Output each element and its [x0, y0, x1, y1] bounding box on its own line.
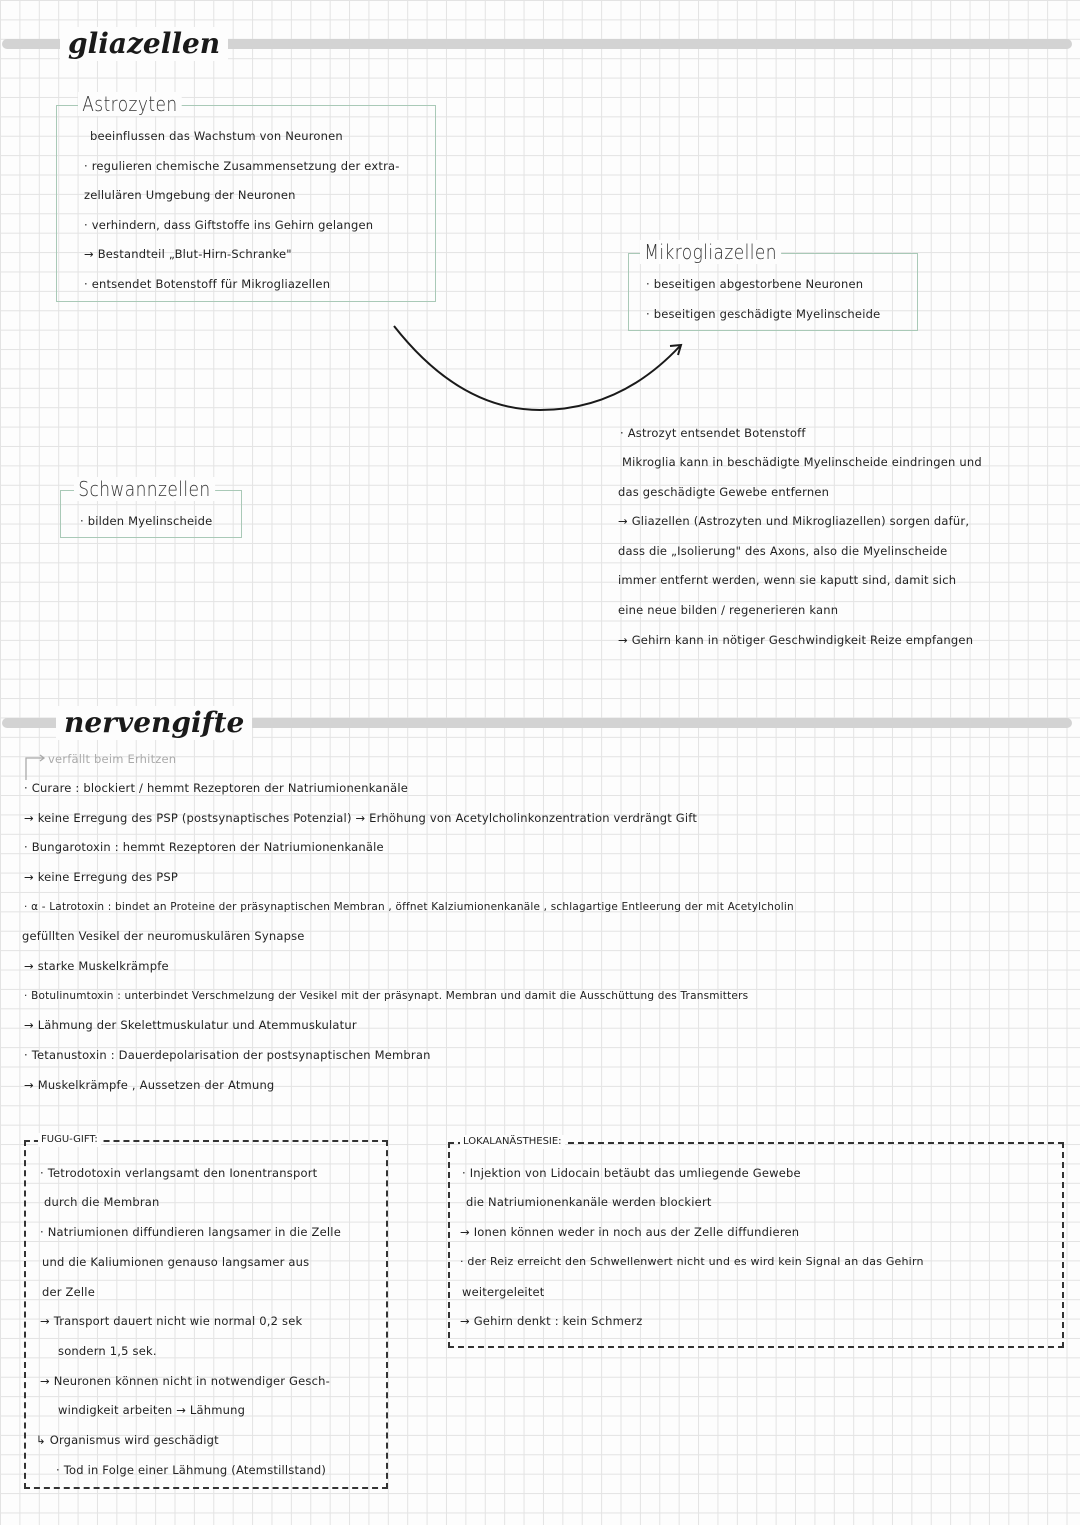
fugu-line: der Zelle [42, 1285, 95, 1299]
lokal-line: weitergeleitet [462, 1285, 545, 1299]
schwannzellen-line: · bilden Myelinscheide [80, 514, 213, 528]
glia-note-line: eine neue bilden / regenerieren kann [618, 603, 839, 617]
fugu-line: · Tod in Folge einer Lähmung (Atemstillstand) [56, 1463, 327, 1477]
heading-bar-right [190, 39, 1072, 49]
fugu-line: windigkeit arbeiten → Lähmung [58, 1403, 246, 1417]
nervengift-line: → keine Erregung des PSP (postsynaptisches Potenzial) → Erhöhung von Acetylcholinkonzentration verdrängt Gift [24, 811, 698, 825]
glia-note-line: immer entfernt werden, wenn sie kaputt sind, damit sich [618, 573, 957, 587]
fugu-line: → Neuronen können nicht in notwendiger Gesch- [40, 1374, 330, 1388]
nervengift-line: → Lähmung der Skelettmuskulatur und Atemmuskulatur [24, 1018, 357, 1032]
fugu-line: · Tetrodotoxin verlangsamt den Ionentransport [40, 1166, 318, 1180]
astrozyten-line: · verhindern, dass Giftstoffe ins Gehirn gelangen [84, 218, 374, 232]
glia-note-line: das geschädigte Gewebe entfernen [618, 485, 830, 499]
nervengift-line: · Curare : blockiert / hemmt Rezeptoren der Natriumionenkanäle [24, 781, 409, 795]
astrozyten-title: Astrozyten [78, 92, 182, 116]
lokal-line: → Ionen können weder in noch aus der Zelle diffundieren [460, 1225, 800, 1239]
section-heading-gliazellen: gliazellen [60, 27, 228, 61]
astrozyten-line: beeinflussen das Wachstum von Neuronen [90, 129, 343, 143]
astrozyten-line: · entsendet Botenstoff für Mikrogliazellen [84, 277, 331, 291]
glia-note-line: · Astrozyt entsendet Botenstoff [620, 426, 806, 440]
nervengift-line: → Muskelkrämpfe , Aussetzen der Atmung [24, 1078, 275, 1092]
faint-note: verfällt beim Erhitzen [48, 752, 177, 766]
mikroglia-line: · beseitigen abgestorbene Neuronen [646, 277, 864, 291]
glia-note-line: → Gehirn kann in nötiger Geschwindigkeit Reize empfangen [618, 633, 974, 647]
nervengift-line: · Bungarotoxin : hemmt Rezeptoren der Natriumionenkanäle [24, 840, 384, 854]
lokalanaesthesie-title: LOKALANÄSTHESIE: [460, 1135, 565, 1149]
fugu-gift-title: FUGU-GIFT: [38, 1133, 101, 1147]
lokal-line: · der Reiz erreicht den Schwellenwert nicht und es wird kein Signal an das Gehirn [460, 1255, 924, 1268]
fugu-line: und die Kaliumionen genauso langsamer aus [42, 1255, 310, 1269]
glia-note-line: Mikroglia kann in beschädigte Myelinscheide eindringen und [622, 455, 982, 469]
nervengift-line: gefüllten Vesikel der neuromuskulären Synapse [22, 929, 305, 943]
astrozyten-line: → Bestandteil „Blut-Hirn-Schranke" [84, 247, 292, 261]
nervengift-line: · Botulinumtoxin : unterbindet Verschmelzung der Vesikel mit der präsynapt. Membran und damit die Ausschüttung des Transmitters [24, 990, 749, 1002]
schwannzellen-title: Schwannzellen [74, 477, 215, 501]
lokal-line: · Injektion von Lidocain betäubt das umliegende Gewebe [462, 1166, 801, 1180]
mikroglia-title: Mikrogliazellen [640, 240, 781, 264]
astrozyten-line: · regulieren chemische Zusammensetzung der extra- [84, 159, 400, 173]
heading-bar-right [195, 718, 1072, 728]
fugu-line: → Transport dauert nicht wie normal 0,2 sek [40, 1314, 303, 1328]
fugu-line: ↳ Organismus wird geschädigt [36, 1433, 219, 1447]
fugu-line: · Natriumionen diffundieren langsamer in die Zelle [40, 1225, 341, 1239]
mikroglia-line: · beseitigen geschädigte Myelinscheide [646, 307, 881, 321]
nervengift-line: · α - Latrotoxin : bindet an Proteine der präsynaptischen Membran , öffnet Kalziumionenkanäle , schlagartige Entleerung der mit Acetylcholin [24, 901, 794, 913]
fugu-line: durch die Membran [44, 1195, 160, 1209]
bracket-arrow-icon [22, 752, 48, 782]
glia-note-line: → Gliazellen (Astrozyten und Mikrogliazellen) sorgen dafür, [618, 514, 970, 528]
curved-arrow-icon [380, 310, 700, 420]
nervengift-line: · Tetanustoxin : Dauerdepolarisation der postsynaptischen Membran [24, 1048, 431, 1062]
section-heading-nervengifte: nervengifte [56, 706, 252, 740]
astrozyten-line: zellulären Umgebung der Neuronen [84, 188, 296, 202]
nervengift-line: → starke Muskelkrämpfe [24, 959, 169, 973]
lokal-line: → Gehirn denkt : kein Schmerz [460, 1314, 643, 1328]
nervengift-line: → keine Erregung des PSP [24, 870, 178, 884]
fugu-line: sondern 1,5 sek. [58, 1344, 157, 1358]
lokal-line: die Natriumionenkanäle werden blockiert [466, 1195, 712, 1209]
glia-note-line: dass die „Isolierung" des Axons, also die Myelinscheide [618, 544, 948, 558]
